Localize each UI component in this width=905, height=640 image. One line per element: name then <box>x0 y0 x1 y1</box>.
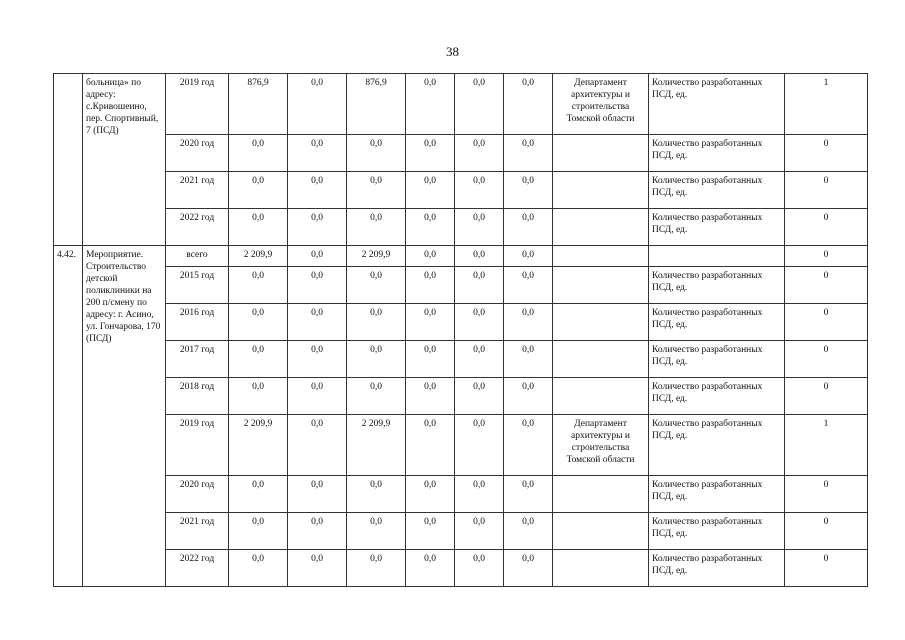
extra-cell: 0,0 <box>504 304 553 341</box>
indicator-cell: Количество разработанных ПСД, ед. <box>649 74 785 135</box>
other-cell: 0,0 <box>455 209 504 246</box>
table-row <box>54 415 868 476</box>
executor-cell <box>553 341 649 378</box>
federal-cell: 0,0 <box>288 476 347 513</box>
extra-cell: 0,0 <box>504 415 553 476</box>
regional-cell: 0,0 <box>347 378 406 415</box>
regional-cell: 0,0 <box>347 341 406 378</box>
indicator-cell: Количество разработанных ПСД, ед. <box>649 513 785 550</box>
indicator-cell: Количество разработанных ПСД, ед. <box>649 476 785 513</box>
regional-cell: 2 209,9 <box>347 415 406 476</box>
indicator-cell: Количество разработанных ПСД, ед. <box>649 172 785 209</box>
total-cell: 0,0 <box>229 476 288 513</box>
extra-cell: 0,0 <box>504 378 553 415</box>
year-cell: 2021 год <box>166 172 229 209</box>
indicator-cell: Количество разработанных ПСД, ед. <box>649 550 785 587</box>
extra-cell: 0,0 <box>504 74 553 135</box>
executor-cell <box>553 267 649 304</box>
federal-cell: 0,0 <box>288 74 347 135</box>
federal-cell: 0,0 <box>288 172 347 209</box>
total-cell: 0,0 <box>229 378 288 415</box>
other-cell: 0,0 <box>455 246 504 267</box>
extra-cell: 0,0 <box>504 476 553 513</box>
total-cell: 0,0 <box>229 304 288 341</box>
local-cell: 0,0 <box>406 476 455 513</box>
extra-cell: 0,0 <box>504 246 553 267</box>
year-cell: 2020 год <box>166 476 229 513</box>
program-table <box>53 73 868 587</box>
local-cell: 0,0 <box>406 135 455 172</box>
indicator-cell <box>649 246 785 267</box>
other-cell: 0,0 <box>455 415 504 476</box>
total-cell: 0,0 <box>229 550 288 587</box>
local-cell: 0,0 <box>406 209 455 246</box>
item-name: Мероприятие. Строительство детской поликлиники на 200 п/смену по адресу: г. Асино, ул. Гончарова, 170 (ПСД) <box>83 246 166 587</box>
local-cell: 0,0 <box>406 246 455 267</box>
extra-cell: 0,0 <box>504 267 553 304</box>
indicator-value-cell: 0 <box>785 513 868 550</box>
year-cell: 2019 год <box>166 74 229 135</box>
extra-cell: 0,0 <box>504 172 553 209</box>
item-number: 4.42. <box>54 246 83 587</box>
executor-cell: Департамент архитектуры и строительства Томской области <box>553 74 649 135</box>
federal-cell: 0,0 <box>288 341 347 378</box>
year-cell: 2020 год <box>166 135 229 172</box>
extra-cell: 0,0 <box>504 209 553 246</box>
indicator-value-cell: 0 <box>785 267 868 304</box>
regional-cell: 876,9 <box>347 74 406 135</box>
regional-cell: 0,0 <box>347 513 406 550</box>
executor-cell <box>553 476 649 513</box>
regional-cell: 0,0 <box>347 209 406 246</box>
indicator-value-cell: 0 <box>785 246 868 267</box>
year-cell: 2022 год <box>166 550 229 587</box>
executor-cell <box>553 550 649 587</box>
local-cell: 0,0 <box>406 341 455 378</box>
regional-cell: 0,0 <box>347 304 406 341</box>
other-cell: 0,0 <box>455 135 504 172</box>
extra-cell: 0,0 <box>504 135 553 172</box>
regional-cell: 0,0 <box>347 267 406 304</box>
table-row <box>54 341 868 378</box>
other-cell: 0,0 <box>455 267 504 304</box>
indicator-cell: Количество разработанных ПСД, ед. <box>649 209 785 246</box>
indicator-cell: Количество разработанных ПСД, ед. <box>649 304 785 341</box>
other-cell: 0,0 <box>455 74 504 135</box>
indicator-value-cell: 0 <box>785 341 868 378</box>
year-cell: 2019 год <box>166 415 229 476</box>
local-cell: 0,0 <box>406 550 455 587</box>
page-number: 38 <box>446 44 459 59</box>
executor-cell <box>553 378 649 415</box>
total-cell: 876,9 <box>229 74 288 135</box>
table-row <box>54 550 868 587</box>
table-row <box>54 172 868 209</box>
indicator-value-cell: 0 <box>785 172 868 209</box>
indicator-value-cell: 0 <box>785 550 868 587</box>
executor-cell: Департамент архитектуры и строительства Томской области <box>553 415 649 476</box>
total-cell: 0,0 <box>229 172 288 209</box>
local-cell: 0,0 <box>406 513 455 550</box>
federal-cell: 0,0 <box>288 209 347 246</box>
federal-cell: 0,0 <box>288 267 347 304</box>
local-cell: 0,0 <box>406 304 455 341</box>
federal-cell: 0,0 <box>288 513 347 550</box>
table-row <box>54 476 868 513</box>
indicator-cell: Количество разработанных ПСД, ед. <box>649 378 785 415</box>
extra-cell: 0,0 <box>504 513 553 550</box>
total-cell: 0,0 <box>229 513 288 550</box>
table-row <box>54 267 868 304</box>
extra-cell: 0,0 <box>504 341 553 378</box>
year-cell: 2018 год <box>166 378 229 415</box>
other-cell: 0,0 <box>455 378 504 415</box>
regional-cell: 0,0 <box>347 550 406 587</box>
extra-cell: 0,0 <box>504 550 553 587</box>
table-row <box>54 135 868 172</box>
other-cell: 0,0 <box>455 513 504 550</box>
indicator-value-cell: 0 <box>785 304 868 341</box>
item-name: больница» по адресу: с.Кривошеино, пер. Спортивный, 7 (ПСД) <box>83 74 166 246</box>
indicator-value-cell: 1 <box>785 415 868 476</box>
indicator-value-cell: 0 <box>785 378 868 415</box>
year-cell: 2021 год <box>166 513 229 550</box>
table-row <box>54 74 868 135</box>
total-cell: 2 209,9 <box>229 246 288 267</box>
total-cell: 0,0 <box>229 341 288 378</box>
executor-cell <box>553 172 649 209</box>
year-cell: 2022 год <box>166 209 229 246</box>
other-cell: 0,0 <box>455 304 504 341</box>
local-cell: 0,0 <box>406 378 455 415</box>
year-cell: всего <box>166 246 229 267</box>
executor-cell <box>553 246 649 267</box>
indicator-cell: Количество разработанных ПСД, ед. <box>649 341 785 378</box>
other-cell: 0,0 <box>455 476 504 513</box>
table-row <box>54 513 868 550</box>
indicator-cell: Количество разработанных ПСД, ед. <box>649 135 785 172</box>
executor-cell <box>553 304 649 341</box>
table-row <box>54 209 868 246</box>
local-cell: 0,0 <box>406 172 455 209</box>
indicator-value-cell: 0 <box>785 135 868 172</box>
local-cell: 0,0 <box>406 267 455 304</box>
indicator-value-cell: 1 <box>785 74 868 135</box>
indicator-value-cell: 0 <box>785 476 868 513</box>
federal-cell: 0,0 <box>288 378 347 415</box>
regional-cell: 0,0 <box>347 476 406 513</box>
total-cell: 0,0 <box>229 209 288 246</box>
year-cell: 2015 год <box>166 267 229 304</box>
item-number <box>54 74 83 246</box>
table-row <box>54 246 868 267</box>
total-cell: 0,0 <box>229 135 288 172</box>
total-cell: 0,0 <box>229 267 288 304</box>
other-cell: 0,0 <box>455 550 504 587</box>
executor-cell <box>553 209 649 246</box>
year-cell: 2017 год <box>166 341 229 378</box>
total-cell: 2 209,9 <box>229 415 288 476</box>
indicator-value-cell: 0 <box>785 209 868 246</box>
federal-cell: 0,0 <box>288 415 347 476</box>
local-cell: 0,0 <box>406 74 455 135</box>
federal-cell: 0,0 <box>288 135 347 172</box>
executor-cell <box>553 135 649 172</box>
other-cell: 0,0 <box>455 172 504 209</box>
regional-cell: 0,0 <box>347 135 406 172</box>
table-row <box>54 304 868 341</box>
federal-cell: 0,0 <box>288 304 347 341</box>
indicator-cell: Количество разработанных ПСД, ед. <box>649 267 785 304</box>
regional-cell: 2 209,9 <box>347 246 406 267</box>
indicator-cell: Количество разработанных ПСД, ед. <box>649 415 785 476</box>
executor-cell <box>553 513 649 550</box>
other-cell: 0,0 <box>455 341 504 378</box>
year-cell: 2016 год <box>166 304 229 341</box>
regional-cell: 0,0 <box>347 172 406 209</box>
local-cell: 0,0 <box>406 415 455 476</box>
federal-cell: 0,0 <box>288 550 347 587</box>
table-row <box>54 378 868 415</box>
federal-cell: 0,0 <box>288 246 347 267</box>
